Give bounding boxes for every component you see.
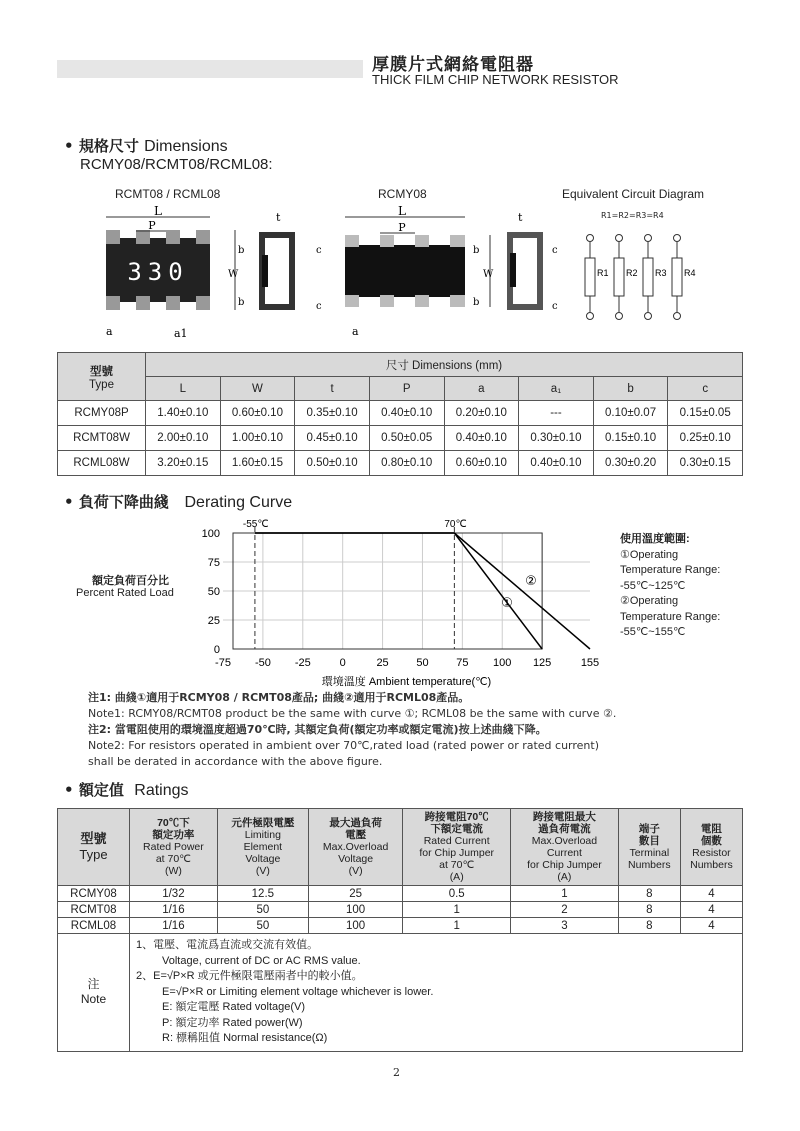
- legend-line: ②Operating: [620, 595, 679, 607]
- circuit-equation: R1=R2=R3=R4: [601, 211, 664, 220]
- header-line: 數目: [638, 835, 660, 847]
- svg-text:c: c: [316, 301, 322, 312]
- value-cell: 0.60±0.10: [220, 401, 295, 426]
- value-cell: 1/16: [130, 918, 218, 934]
- header-bar: [57, 60, 363, 78]
- curve-label-1: ①: [501, 596, 513, 612]
- svg-text:R2: R2: [626, 268, 638, 278]
- header-line: 額定功率: [152, 829, 195, 841]
- svg-text:a1: a1: [174, 327, 188, 340]
- table-row: [58, 918, 743, 934]
- ratings-heading: • 額定值 Ratings: [64, 781, 189, 799]
- dimensions-heading: • 規格尺寸 Dimensions: [64, 137, 228, 155]
- note-line: E: 額定電壓 Rated voltage(V): [162, 1001, 306, 1013]
- column-header: [680, 809, 742, 886]
- svg-text:R3: R3: [655, 268, 667, 278]
- diagram2-title: RCMY08: [378, 187, 427, 201]
- table-row: [58, 426, 743, 451]
- value-cell: 0.60±0.10: [444, 451, 519, 476]
- svg-text:L: L: [398, 205, 406, 218]
- note2-en-cont: shall be derated in accordance with the above figure.: [88, 755, 383, 768]
- y-tick-label: 0: [213, 644, 220, 656]
- header-line: 電壓: [345, 829, 367, 841]
- x-tick-label: 0: [339, 657, 346, 669]
- value-cell: 25: [308, 886, 402, 902]
- value-cell: 0.35±0.10: [295, 401, 370, 426]
- y-label-cn: 額定負荷百分比: [92, 575, 169, 587]
- header-line: Max.Overload: [322, 841, 389, 853]
- type-cell: RCMY08P: [58, 401, 146, 426]
- note-line: Voltage, current of DC or AC RMS value.: [162, 954, 361, 967]
- column-header: [403, 809, 511, 886]
- header-line: 電阻: [700, 823, 722, 835]
- header-line: 型號: [80, 831, 107, 846]
- diagram1-title: RCMT08 / RCML08: [115, 187, 221, 201]
- header-line: 端子: [638, 823, 660, 835]
- column-header: [511, 809, 619, 886]
- y-tick-label: 100: [201, 528, 220, 540]
- note-line: E=√P×R or Limiting element voltage whichever is lower.: [162, 985, 434, 998]
- x-tick-label: -75: [215, 657, 231, 669]
- header-line: Type: [79, 847, 108, 862]
- page-number: 2: [393, 1066, 400, 1079]
- svg-text:P: P: [148, 219, 156, 232]
- value-cell: 0.50±0.05: [369, 426, 444, 451]
- note-line: 1、電壓、電流爲直流或交流有效值。: [136, 939, 319, 951]
- svg-text:R1: R1: [597, 268, 609, 278]
- dimension-drawings: [90, 205, 570, 345]
- table-row: [58, 451, 743, 476]
- svg-text:W: W: [228, 269, 239, 280]
- note-line: 2、E=√P×R 或元件極限電壓兩者中的較小值。: [136, 970, 363, 982]
- x-tick-label: 125: [532, 657, 552, 669]
- column-header: t: [295, 377, 370, 401]
- column-header: [130, 809, 218, 886]
- marker-right: 70℃: [444, 519, 467, 530]
- value-cell: 8: [618, 902, 680, 918]
- x-tick-label: 100: [493, 657, 512, 669]
- column-header: c: [668, 377, 743, 401]
- header-line: 跨接電阻最大: [532, 811, 596, 823]
- legend-line: Temperature Range:: [620, 564, 721, 576]
- derating-heading: • 負荷下降曲綫 Derating Curve: [64, 493, 293, 511]
- ratings-table: [57, 808, 743, 1052]
- x-tick-label: -50: [254, 657, 271, 669]
- note-line: R: 標稱阻值 Normal resistance(Ω): [162, 1032, 328, 1044]
- value-cell: 0.20±0.10: [444, 401, 519, 426]
- derating-legend: [620, 532, 720, 641]
- header-line: Numbers: [690, 859, 733, 871]
- value-cell: 1: [403, 918, 511, 934]
- value-cell: 2.00±0.10: [146, 426, 221, 451]
- header-line: Rated Power: [143, 841, 204, 853]
- y-label-en: Percent Rated Load: [76, 587, 174, 599]
- side-view-1: [262, 211, 322, 312]
- column-header: P: [369, 377, 444, 401]
- type-cell: RCMT08W: [58, 426, 146, 451]
- value-cell: 100: [308, 902, 402, 918]
- svg-text:b: b: [473, 245, 480, 256]
- chip-rcmt08-drawing: [106, 205, 244, 340]
- dimensions-header: 尺寸 Dimensions (mm): [146, 353, 743, 377]
- legend-line: -55℃~125℃: [620, 579, 686, 592]
- column-header: a: [444, 377, 519, 401]
- svg-text:L: L: [154, 205, 162, 218]
- value-cell: 12.5: [217, 886, 308, 902]
- header-line: 70℃下: [157, 817, 190, 829]
- header-line: Voltage: [338, 853, 374, 865]
- value-cell: 4: [680, 902, 742, 918]
- type-cell: RCMT08: [58, 902, 130, 918]
- svg-text:c: c: [552, 301, 558, 312]
- header-line: 元件極限電壓: [231, 817, 295, 829]
- y-tick-label: 25: [207, 615, 220, 627]
- curve-label-2: ②: [525, 574, 537, 590]
- resistor-r3: [643, 235, 667, 320]
- side-view-2: [510, 211, 558, 312]
- value-cell: 0.45±0.10: [295, 426, 370, 451]
- value-cell: 1.00±0.10: [220, 426, 295, 451]
- header-line: Limiting: [244, 829, 281, 841]
- value-cell: 0.15±0.10: [593, 426, 668, 451]
- heading-cn: 規格尺寸: [78, 137, 139, 155]
- svg-text:W: W: [483, 269, 494, 280]
- type-cell: RCML08W: [58, 451, 146, 476]
- title-cn: 厚膜片式網絡電阻器: [372, 55, 534, 75]
- table-row: [58, 401, 743, 426]
- heading-en: Dimensions: [144, 138, 228, 155]
- note2-cn: 注2: 當電阻使用的環境溫度超過70℃時, 其額定負荷(額定功率或額定電流)按上述曲綫下降。: [88, 723, 547, 736]
- header-line: 過負荷電流: [538, 823, 591, 835]
- header-line: (V): [255, 865, 270, 877]
- column-header: b: [593, 377, 668, 401]
- svg-text:b: b: [238, 245, 245, 256]
- value-cell: 100: [308, 918, 402, 934]
- resistor-r4: [672, 235, 696, 320]
- x-tick-label: -25: [294, 657, 311, 669]
- x-axis-label: 環境溫度 Ambient temperature(℃): [321, 676, 492, 688]
- marker-left: -55℃: [242, 519, 269, 530]
- value-cell: 0.40±0.10: [519, 451, 594, 476]
- svg-text:b: b: [473, 297, 480, 308]
- header-line: Terminal: [629, 847, 670, 859]
- header-line: Current: [546, 847, 582, 859]
- header-line: Numbers: [628, 859, 671, 871]
- header-line: Resistor: [692, 847, 731, 859]
- derating-notes: [88, 690, 616, 770]
- value-cell: 0.10±0.07: [593, 401, 668, 426]
- table-row: [58, 886, 743, 902]
- y-tick-label: 75: [207, 557, 220, 569]
- x-tick-label: 50: [416, 657, 429, 669]
- value-cell: 2: [511, 902, 619, 918]
- value-cell: 0.30±0.20: [593, 451, 668, 476]
- chip-rcmy08-drawing: [345, 205, 494, 338]
- value-cell: 8: [618, 918, 680, 934]
- note2-en: Note2: For resistors operated in ambient over 70℃,rated load (rated power or rated current): [88, 739, 600, 752]
- svg-text:R4: R4: [684, 268, 696, 278]
- value-cell: 0.15±0.05: [668, 401, 743, 426]
- header-line: (V): [348, 865, 363, 877]
- value-cell: 0.80±0.10: [369, 451, 444, 476]
- value-cell: 50: [217, 902, 308, 918]
- column-header: [308, 809, 402, 886]
- value-cell: 8: [618, 886, 680, 902]
- note-line: P: 額定功率 Rated power(W): [162, 1016, 303, 1029]
- x-tick-label: 75: [456, 657, 469, 669]
- x-tick-label: 155: [580, 657, 600, 669]
- legend-line: Temperature Range:: [620, 610, 721, 623]
- note-label: 注 Note: [58, 934, 130, 1052]
- value-cell: 4: [680, 918, 742, 934]
- resistor-r1: [585, 235, 609, 320]
- equivalent-circuit: [575, 228, 715, 328]
- value-cell: 4: [680, 886, 742, 902]
- header-line: (W): [164, 865, 182, 877]
- svg-text:b: b: [238, 297, 245, 308]
- value-cell: ---: [519, 401, 594, 426]
- dimensions-subtitle: RCMY08/RCMT08/RCML08:: [80, 156, 273, 173]
- value-cell: 0.40±0.10: [444, 426, 519, 451]
- value-cell: 1.60±0.15: [220, 451, 295, 476]
- value-cell: 3.20±0.15: [146, 451, 221, 476]
- header-line: 最大過負荷: [329, 817, 382, 829]
- column-header: [217, 809, 308, 886]
- note-content: [130, 934, 743, 1052]
- svg-text:t: t: [518, 211, 523, 224]
- circuit-title: Equivalent Circuit Diagram: [562, 187, 705, 201]
- type-header: 型號 Type: [58, 353, 146, 401]
- header-line: at 70℃: [439, 859, 475, 871]
- value-cell: 1/32: [130, 886, 218, 902]
- note1-en: Note1: RCMY08/RCMT08 product be the same with curve ①; RCML08 be the same with curve ②.: [88, 707, 617, 720]
- legend-title: 使用溫度範圍:: [620, 533, 690, 545]
- svg-text:P: P: [398, 221, 406, 234]
- derating-chart: [190, 515, 620, 690]
- header-line: 下額定電流: [430, 823, 483, 835]
- value-cell: 0.5: [403, 886, 511, 902]
- title-en: THICK FILM CHIP NETWORK RESISTOR: [372, 72, 619, 87]
- value-cell: 1/16: [130, 902, 218, 918]
- value-cell: 0.50±0.10: [295, 451, 370, 476]
- column-header: L: [146, 377, 221, 401]
- dimensions-table: [57, 352, 743, 476]
- svg-text:a: a: [352, 325, 359, 338]
- note1-cn: 注1: 曲綫①適用于RCMY08 / RCMT08產品; 曲綫②適用于RCML08產品。: [88, 691, 470, 704]
- value-cell: 50: [217, 918, 308, 934]
- header-line: Rated Current: [423, 835, 490, 847]
- svg-text:a: a: [106, 325, 113, 338]
- value-cell: 1.40±0.10: [146, 401, 221, 426]
- legend-line: -55℃~155℃: [620, 626, 686, 638]
- value-cell: 1: [403, 902, 511, 918]
- column-header: W: [220, 377, 295, 401]
- chip-marking: 330: [127, 258, 189, 286]
- header-line: for Chip Jumper: [527, 859, 602, 871]
- header-line: (A): [449, 871, 464, 883]
- column-header: a₁: [519, 377, 594, 401]
- header-line: (A): [557, 871, 572, 883]
- header-line: for Chip Jumper: [419, 847, 495, 859]
- value-cell: 0.30±0.15: [668, 451, 743, 476]
- table-row: [58, 902, 743, 918]
- value-cell: 1: [511, 886, 619, 902]
- type-cell: RCML08: [58, 918, 130, 934]
- column-header: [58, 809, 130, 886]
- value-cell: 0.30±0.10: [519, 426, 594, 451]
- header-line: 個數: [700, 835, 722, 847]
- header-line: Element: [243, 841, 283, 853]
- type-cell: RCMY08: [58, 886, 130, 902]
- column-header: [618, 809, 680, 886]
- svg-text:t: t: [276, 211, 281, 224]
- x-tick-label: 25: [376, 657, 389, 669]
- value-cell: 0.40±0.10: [369, 401, 444, 426]
- resistor-r2: [614, 235, 638, 320]
- legend-line: ①Operating: [620, 548, 679, 561]
- y-tick-label: 50: [207, 586, 220, 598]
- svg-text:c: c: [316, 245, 322, 256]
- header-line: Max.Overload: [531, 835, 598, 847]
- value-cell: 3: [511, 918, 619, 934]
- svg-text:c: c: [552, 245, 558, 256]
- header-line: at 70℃: [155, 853, 191, 865]
- value-cell: 0.25±0.10: [668, 426, 743, 451]
- header-line: 跨接電阻70℃: [424, 811, 489, 823]
- header-line: Voltage: [245, 853, 281, 865]
